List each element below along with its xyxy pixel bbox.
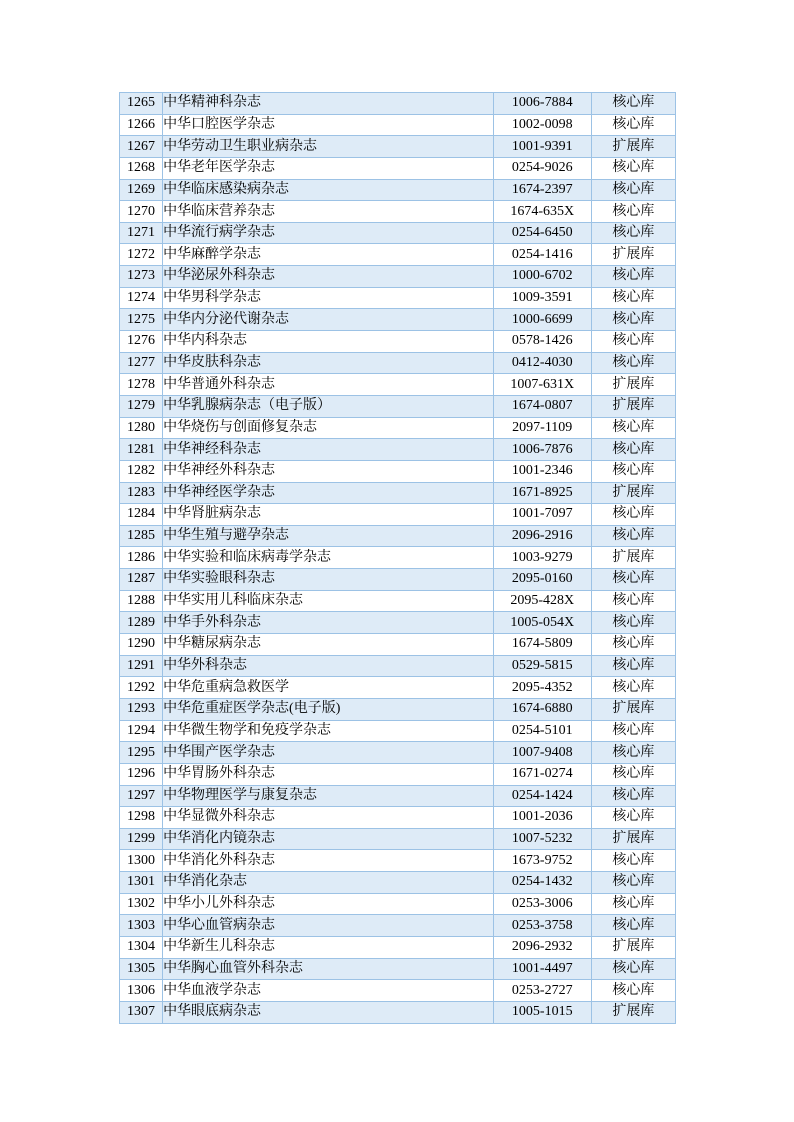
library-category-cell: 核心库 (591, 417, 675, 439)
library-category-cell: 核心库 (591, 590, 675, 612)
issn-cell: 1674-0807 (493, 395, 591, 417)
table-row (120, 525, 676, 547)
row-number-cell: 1278 (120, 374, 163, 396)
issn-cell: 2097-1109 (493, 417, 591, 439)
issn-cell: 1009-3591 (493, 287, 591, 309)
journal-name-cell: 中华乳腺病杂志（电子版） (163, 395, 494, 417)
issn-cell: 2096-2916 (493, 525, 591, 547)
row-number-cell: 1289 (120, 612, 163, 634)
library-category-cell: 扩展库 (591, 244, 675, 266)
library-category-cell: 核心库 (591, 807, 675, 829)
journal-name-cell: 中华口腔医学杂志 (163, 114, 494, 136)
table-row (120, 569, 676, 591)
row-number-cell: 1286 (120, 547, 163, 569)
issn-cell: 1007-631X (493, 374, 591, 396)
library-category-cell: 核心库 (591, 309, 675, 331)
issn-cell: 2095-428X (493, 590, 591, 612)
issn-cell: 0254-6450 (493, 222, 591, 244)
table-row (120, 136, 676, 158)
issn-cell: 1001-9391 (493, 136, 591, 158)
row-number-cell: 1299 (120, 828, 163, 850)
journal-name-cell: 中华内科杂志 (163, 331, 494, 353)
row-number-cell: 1287 (120, 569, 163, 591)
table-row (120, 201, 676, 223)
row-number-cell: 1270 (120, 201, 163, 223)
library-category-cell: 核心库 (591, 287, 675, 309)
row-number-cell: 1267 (120, 136, 163, 158)
issn-cell: 1671-0274 (493, 763, 591, 785)
library-category-cell: 扩展库 (591, 828, 675, 850)
library-category-cell: 核心库 (591, 785, 675, 807)
journal-name-cell: 中华神经外科杂志 (163, 460, 494, 482)
library-category-cell: 扩展库 (591, 395, 675, 417)
journal-name-cell: 中华生殖与避孕杂志 (163, 525, 494, 547)
issn-cell: 1006-7884 (493, 93, 591, 115)
table-row (120, 352, 676, 374)
table-row (120, 915, 676, 937)
journal-name-cell: 中华围产医学杂志 (163, 742, 494, 764)
library-category-cell: 核心库 (591, 525, 675, 547)
table-row (120, 482, 676, 504)
journal-name-cell: 中华显微外科杂志 (163, 807, 494, 829)
table-row (120, 244, 676, 266)
row-number-cell: 1274 (120, 287, 163, 309)
library-category-cell: 扩展库 (591, 1001, 675, 1023)
issn-cell: 1674-6880 (493, 698, 591, 720)
journal-name-cell: 中华麻醉学杂志 (163, 244, 494, 266)
library-category-cell: 核心库 (591, 352, 675, 374)
table-row (120, 179, 676, 201)
library-category-cell: 核心库 (591, 612, 675, 634)
table-row (120, 157, 676, 179)
row-number-cell: 1268 (120, 157, 163, 179)
journal-name-cell: 中华劳动卫生职业病杂志 (163, 136, 494, 158)
journal-name-cell: 中华消化内镜杂志 (163, 828, 494, 850)
journal-name-cell: 中华胸心血管外科杂志 (163, 958, 494, 980)
library-category-cell: 扩展库 (591, 136, 675, 158)
table-row (120, 807, 676, 829)
issn-cell: 0253-3006 (493, 893, 591, 915)
table-row (120, 850, 676, 872)
table-row (120, 980, 676, 1002)
table-row (120, 893, 676, 915)
issn-cell: 1002-0098 (493, 114, 591, 136)
table-row (120, 395, 676, 417)
table-row (120, 93, 676, 115)
journal-name-cell: 中华糖尿病杂志 (163, 634, 494, 656)
issn-cell: 1000-6702 (493, 266, 591, 288)
issn-cell: 0412-4030 (493, 352, 591, 374)
issn-cell: 0253-2727 (493, 980, 591, 1002)
row-number-cell: 1307 (120, 1001, 163, 1023)
issn-cell: 0254-1416 (493, 244, 591, 266)
journal-name-cell: 中华眼底病杂志 (163, 1001, 494, 1023)
table-row (120, 287, 676, 309)
row-number-cell: 1266 (120, 114, 163, 136)
library-category-cell: 核心库 (591, 114, 675, 136)
row-number-cell: 1282 (120, 460, 163, 482)
library-category-cell: 核心库 (591, 222, 675, 244)
journal-name-cell: 中华心血管病杂志 (163, 915, 494, 937)
row-number-cell: 1269 (120, 179, 163, 201)
issn-cell: 1005-1015 (493, 1001, 591, 1023)
table-row (120, 590, 676, 612)
library-category-cell: 核心库 (591, 958, 675, 980)
library-category-cell: 核心库 (591, 742, 675, 764)
issn-cell: 1007-9408 (493, 742, 591, 764)
journal-name-cell: 中华泌尿外科杂志 (163, 266, 494, 288)
issn-cell: 0578-1426 (493, 331, 591, 353)
issn-cell: 1671-8925 (493, 482, 591, 504)
journal-name-cell: 中华消化外科杂志 (163, 850, 494, 872)
issn-cell: 1001-2036 (493, 807, 591, 829)
journal-name-cell: 中华烧伤与创面修复杂志 (163, 417, 494, 439)
library-category-cell: 核心库 (591, 980, 675, 1002)
library-category-cell: 核心库 (591, 439, 675, 461)
row-number-cell: 1290 (120, 634, 163, 656)
table-row (120, 309, 676, 331)
table-row (120, 655, 676, 677)
row-number-cell: 1279 (120, 395, 163, 417)
row-number-cell: 1273 (120, 266, 163, 288)
row-number-cell: 1276 (120, 331, 163, 353)
table-row (120, 958, 676, 980)
table-row (120, 222, 676, 244)
library-category-cell: 核心库 (591, 266, 675, 288)
issn-cell: 2095-4352 (493, 677, 591, 699)
library-category-cell: 扩展库 (591, 547, 675, 569)
table-row (120, 504, 676, 526)
journal-name-cell: 中华小儿外科杂志 (163, 893, 494, 915)
journal-name-cell: 中华流行病学杂志 (163, 222, 494, 244)
issn-cell: 1000-6699 (493, 309, 591, 331)
table-row (120, 785, 676, 807)
row-number-cell: 1285 (120, 525, 163, 547)
library-category-cell: 核心库 (591, 157, 675, 179)
library-category-cell: 核心库 (591, 569, 675, 591)
library-category-cell: 扩展库 (591, 936, 675, 958)
row-number-cell: 1303 (120, 915, 163, 937)
issn-cell: 0254-1424 (493, 785, 591, 807)
table-row (120, 547, 676, 569)
journal-name-cell: 中华消化杂志 (163, 872, 494, 894)
table-row (120, 634, 676, 656)
row-number-cell: 1304 (120, 936, 163, 958)
row-number-cell: 1301 (120, 872, 163, 894)
library-category-cell: 核心库 (591, 504, 675, 526)
library-category-cell: 核心库 (591, 720, 675, 742)
issn-cell: 1673-9752 (493, 850, 591, 872)
row-number-cell: 1302 (120, 893, 163, 915)
table-row (120, 460, 676, 482)
table-row (120, 374, 676, 396)
table-row (120, 417, 676, 439)
table-row (120, 266, 676, 288)
library-category-cell: 核心库 (591, 893, 675, 915)
journal-name-cell: 中华手外科杂志 (163, 612, 494, 634)
issn-cell: 0253-3758 (493, 915, 591, 937)
library-category-cell: 核心库 (591, 872, 675, 894)
table-row (120, 720, 676, 742)
library-category-cell: 核心库 (591, 634, 675, 656)
issn-cell: 1007-5232 (493, 828, 591, 850)
issn-cell: 1001-4497 (493, 958, 591, 980)
library-category-cell: 核心库 (591, 763, 675, 785)
row-number-cell: 1297 (120, 785, 163, 807)
row-number-cell: 1300 (120, 850, 163, 872)
journal-name-cell: 中华神经医学杂志 (163, 482, 494, 504)
table-row (120, 612, 676, 634)
journal-name-cell: 中华新生儿科杂志 (163, 936, 494, 958)
row-number-cell: 1272 (120, 244, 163, 266)
library-category-cell: 核心库 (591, 460, 675, 482)
library-category-cell: 扩展库 (591, 482, 675, 504)
issn-cell: 2096-2932 (493, 936, 591, 958)
table-row (120, 698, 676, 720)
row-number-cell: 1284 (120, 504, 163, 526)
journal-table-body (120, 93, 676, 1024)
library-category-cell: 核心库 (591, 179, 675, 201)
issn-cell: 1006-7876 (493, 439, 591, 461)
library-category-cell: 核心库 (591, 201, 675, 223)
journal-name-cell: 中华男科学杂志 (163, 287, 494, 309)
library-category-cell: 核心库 (591, 677, 675, 699)
table-row (120, 114, 676, 136)
journal-name-cell: 中华临床营养杂志 (163, 201, 494, 223)
issn-cell: 0529-5815 (493, 655, 591, 677)
journal-name-cell: 中华物理医学与康复杂志 (163, 785, 494, 807)
journal-name-cell: 中华危重症医学杂志(电子版) (163, 698, 494, 720)
issn-cell: 0254-1432 (493, 872, 591, 894)
journal-name-cell: 中华皮肤科杂志 (163, 352, 494, 374)
library-category-cell: 核心库 (591, 915, 675, 937)
issn-cell: 1005-054X (493, 612, 591, 634)
row-number-cell: 1275 (120, 309, 163, 331)
journal-name-cell: 中华普通外科杂志 (163, 374, 494, 396)
journal-name-cell: 中华实验眼科杂志 (163, 569, 494, 591)
row-number-cell: 1288 (120, 590, 163, 612)
table-row (120, 331, 676, 353)
journal-name-cell: 中华微生物学和免疫学杂志 (163, 720, 494, 742)
row-number-cell: 1306 (120, 980, 163, 1002)
issn-cell: 0254-5101 (493, 720, 591, 742)
table-row (120, 742, 676, 764)
journal-name-cell: 中华临床感染病杂志 (163, 179, 494, 201)
journal-name-cell: 中华实验和临床病毒学杂志 (163, 547, 494, 569)
journal-name-cell: 中华胃肠外科杂志 (163, 763, 494, 785)
issn-cell: 2095-0160 (493, 569, 591, 591)
issn-cell: 1001-7097 (493, 504, 591, 526)
journal-name-cell: 中华老年医学杂志 (163, 157, 494, 179)
library-category-cell: 扩展库 (591, 374, 675, 396)
journal-table (119, 92, 676, 1024)
row-number-cell: 1291 (120, 655, 163, 677)
issn-cell: 0254-9026 (493, 157, 591, 179)
row-number-cell: 1292 (120, 677, 163, 699)
row-number-cell: 1283 (120, 482, 163, 504)
journal-name-cell: 中华精神科杂志 (163, 93, 494, 115)
row-number-cell: 1293 (120, 698, 163, 720)
journal-name-cell: 中华内分泌代谢杂志 (163, 309, 494, 331)
issn-cell: 1674-635X (493, 201, 591, 223)
row-number-cell: 1296 (120, 763, 163, 785)
row-number-cell: 1280 (120, 417, 163, 439)
table-row (120, 872, 676, 894)
row-number-cell: 1295 (120, 742, 163, 764)
table-row (120, 936, 676, 958)
row-number-cell: 1281 (120, 439, 163, 461)
issn-cell: 1001-2346 (493, 460, 591, 482)
journal-name-cell: 中华血液学杂志 (163, 980, 494, 1002)
journal-name-cell: 中华危重病急救医学 (163, 677, 494, 699)
table-row (120, 763, 676, 785)
journal-name-cell: 中华实用儿科临床杂志 (163, 590, 494, 612)
row-number-cell: 1265 (120, 93, 163, 115)
row-number-cell: 1298 (120, 807, 163, 829)
library-category-cell: 扩展库 (591, 698, 675, 720)
issn-cell: 1003-9279 (493, 547, 591, 569)
row-number-cell: 1271 (120, 222, 163, 244)
table-row (120, 1001, 676, 1023)
row-number-cell: 1305 (120, 958, 163, 980)
journal-name-cell: 中华神经科杂志 (163, 439, 494, 461)
issn-cell: 1674-2397 (493, 179, 591, 201)
journal-name-cell: 中华肾脏病杂志 (163, 504, 494, 526)
table-row (120, 439, 676, 461)
row-number-cell: 1294 (120, 720, 163, 742)
library-category-cell: 核心库 (591, 850, 675, 872)
library-category-cell: 核心库 (591, 93, 675, 115)
issn-cell: 1674-5809 (493, 634, 591, 656)
library-category-cell: 核心库 (591, 331, 675, 353)
table-row (120, 828, 676, 850)
library-category-cell: 核心库 (591, 655, 675, 677)
table-row (120, 677, 676, 699)
journal-name-cell: 中华外科杂志 (163, 655, 494, 677)
row-number-cell: 1277 (120, 352, 163, 374)
